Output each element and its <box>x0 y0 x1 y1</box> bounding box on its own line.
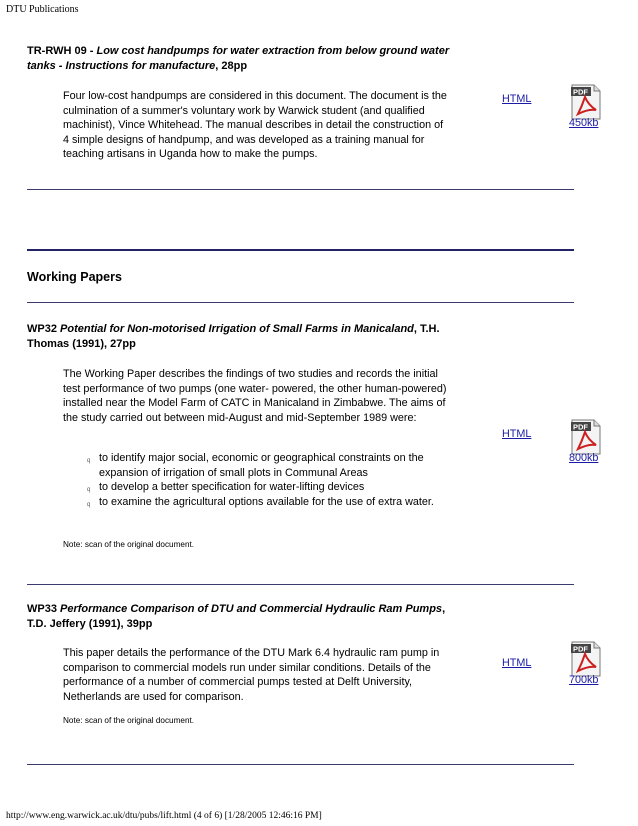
section-divider <box>27 249 574 251</box>
pdf-file-icon[interactable] <box>570 419 602 455</box>
pdf-file-icon[interactable] <box>570 641 602 677</box>
page-footer-url: http://www.eng.warwick.ac.uk/dtu/pubs/lift.html (4 of 6) [1/28/2005 12:46:16 PM] <box>6 811 322 821</box>
publication-description: This paper details the performance of the DTU Mark 6.4 hydraulic ram pump in comparison to commercial models run under similar conditions. Details of the performance of a number of commercial pumps tested at Delft University, Netherlands are used for comparison. <box>63 647 440 703</box>
publication-title-text: Low cost handpumps for water extraction from below ground water tanks - Instructions for manufacture <box>27 45 450 72</box>
publication-description: The Working Paper describes the findings of two studies and records the initial test performance of two pumps (one water- powered, the other human-powered) installed near the Model Farm of CATC in Manicaland in Zimbabwe. The aims of the study carried out between mid-August and mid-September 1989 were: <box>63 368 447 424</box>
pdf-size-link[interactable]: 450kb <box>569 117 599 129</box>
list-item: q to identify major social, economic or geographical constraints on the expansion of irrigation of small plots in Communal Areas <box>87 452 424 479</box>
publication-title-text: Potential for Non-motorised Irrigation of Small Farms in Manicaland <box>60 323 414 335</box>
svg-text:PDF: PDF <box>573 644 588 654</box>
pdf-size-link[interactable]: 700kb <box>569 674 599 686</box>
html-link[interactable]: HTML <box>502 93 532 105</box>
pdf-size-link[interactable]: 800kb <box>569 452 599 464</box>
pdf-file-icon[interactable] <box>570 84 602 120</box>
publication-description: Four low-cost handpumps are considered in this document. The document is the culmination of a summer's voluntary work by Warwick student (and qualified machinist), Vince Whitehead. The manual describes in detail the construction of 4 simple designs of handpump, and was developed as a training manual for teaching artisans in Uganda how to make the pumps. <box>63 90 447 161</box>
bullet-icon: q <box>87 487 91 494</box>
list-item: q to develop a better specification for water-lifting devices <box>87 480 447 495</box>
html-link[interactable]: HTML <box>502 428 532 440</box>
publication-pages: , T.D. Jeffery (1991), 39pp <box>27 603 446 630</box>
divider <box>27 189 574 190</box>
publication-code: TR-RWH 09 - <box>27 45 97 57</box>
publication-code: WP33 <box>27 603 61 615</box>
publication-title <box>27 44 467 74</box>
svg-text:PDF: PDF <box>573 87 588 97</box>
publication-title-text: Performance Comparison of DTU and Commercial Hydraulic Ram Pumps <box>60 603 443 615</box>
publication-title <box>27 602 457 632</box>
publication-pages: , 28pp <box>215 60 248 72</box>
scan-note: Note: scan of the original document. <box>63 716 195 725</box>
list-item: q to examine the agricultural options available for the use of extra water. <box>87 495 447 510</box>
bullet-icon: q <box>87 458 91 464</box>
bullet-icon: q <box>87 501 91 508</box>
divider <box>27 764 574 765</box>
publication-code: WP32 <box>27 323 61 335</box>
aims-list <box>87 451 447 509</box>
section-title: Working Papers <box>27 270 122 284</box>
page-header: DTU Publications <box>6 4 79 15</box>
html-link[interactable]: HTML <box>502 657 532 669</box>
publication-title <box>27 322 447 352</box>
svg-text:PDF: PDF <box>573 422 588 432</box>
divider <box>27 302 574 303</box>
scan-note: Note: scan of the original document. <box>63 540 195 549</box>
divider <box>27 584 574 585</box>
publication-pages: , T.H. Thomas (1991), 27pp <box>27 323 440 350</box>
